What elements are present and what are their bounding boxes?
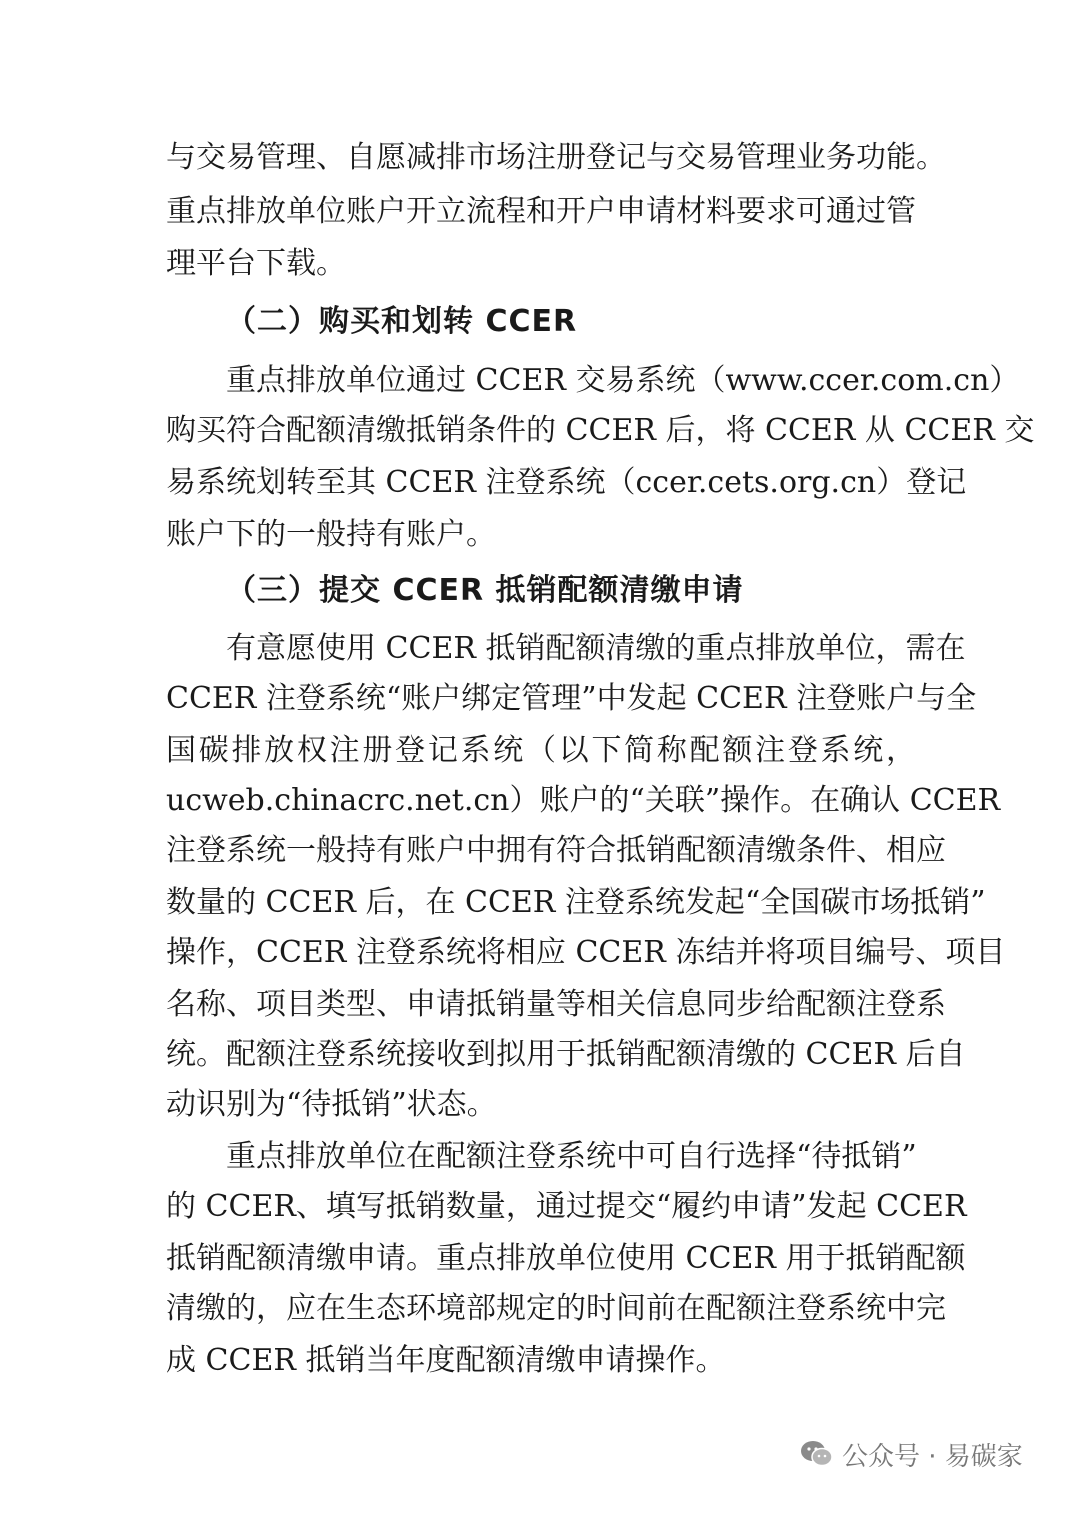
text-line: 易系统划转至其 CCER 注登系统（ccer.cets.org.cn）登记	[166, 465, 967, 500]
watermark	[800, 1432, 1023, 1476]
text-line: 成 CCER 抵销当年度配额清缴申请操作。	[166, 1343, 726, 1378]
text-line: 动识别为“待抵销”状态。	[166, 1087, 497, 1122]
text-line: 有意愿使用 CCER 抵销配额清缴的重点排放单位，需在	[226, 631, 966, 666]
text-line: 账户下的一般持有账户。	[166, 517, 496, 552]
text-line: 的 CCER、填写抵销数量，通过提交“履约申请”发起 CCER	[166, 1189, 967, 1224]
text-line: 抵销配额清缴申请。重点排放单位使用 CCER 用于抵销配额	[166, 1241, 966, 1276]
text-line: 国碳排放权注册登记系统（以下简称配额注登系统，	[166, 733, 916, 768]
watermark-text: 公众号 · 易碳家	[842, 1441, 1023, 1472]
text-line: 与交易管理、自愿减排市场注册登记与交易管理业务功能。	[166, 140, 946, 175]
text-line: 统。配额注登系统接收到拟用于抵销配额清缴的 CCER 后自	[166, 1037, 966, 1072]
text-line: 操作，CCER 注登系统将相应 CCER 冻结并将项目编号、项目	[166, 935, 1006, 970]
section-heading: （三）提交 CCER 抵销配额清缴申请	[226, 573, 744, 608]
text-line: 重点排放单位账户开立流程和开户申请材料要求可通过管	[166, 194, 916, 229]
section-heading: （二）购买和划转 CCER	[226, 304, 578, 339]
text-line: 名称、项目类型、申请抵销量等相关信息同步给配额注登系	[166, 987, 946, 1022]
text-line: CCER 注登系统“账户绑定管理”中发起 CCER 注登账户与全	[166, 681, 977, 716]
text-line: 重点排放单位在配额注登系统中可自行选择“待抵销”	[226, 1139, 917, 1174]
text-line: 数量的 CCER 后，在 CCER 注登系统发起“全国碳市场抵销”	[166, 885, 986, 920]
wechat-icon	[800, 1439, 834, 1469]
text-line: 重点排放单位通过 CCER 交易系统（www.ccer.com.cn）	[226, 363, 1020, 398]
text-line: ucweb.chinacrc.net.cn）账户的“关联”操作。在确认 CCER	[166, 783, 1001, 818]
text-line: 购买符合配额清缴抵销条件的 CCER 后，将 CCER 从 CCER 交	[166, 413, 1035, 448]
text-line: 清缴的，应在生态环境部规定的时间前在配额注登系统中完	[166, 1291, 946, 1326]
text-line: 理平台下载。	[166, 246, 346, 281]
text-line: 注登系统一般持有账户中拥有符合抵销配额清缴条件、相应	[166, 833, 946, 868]
